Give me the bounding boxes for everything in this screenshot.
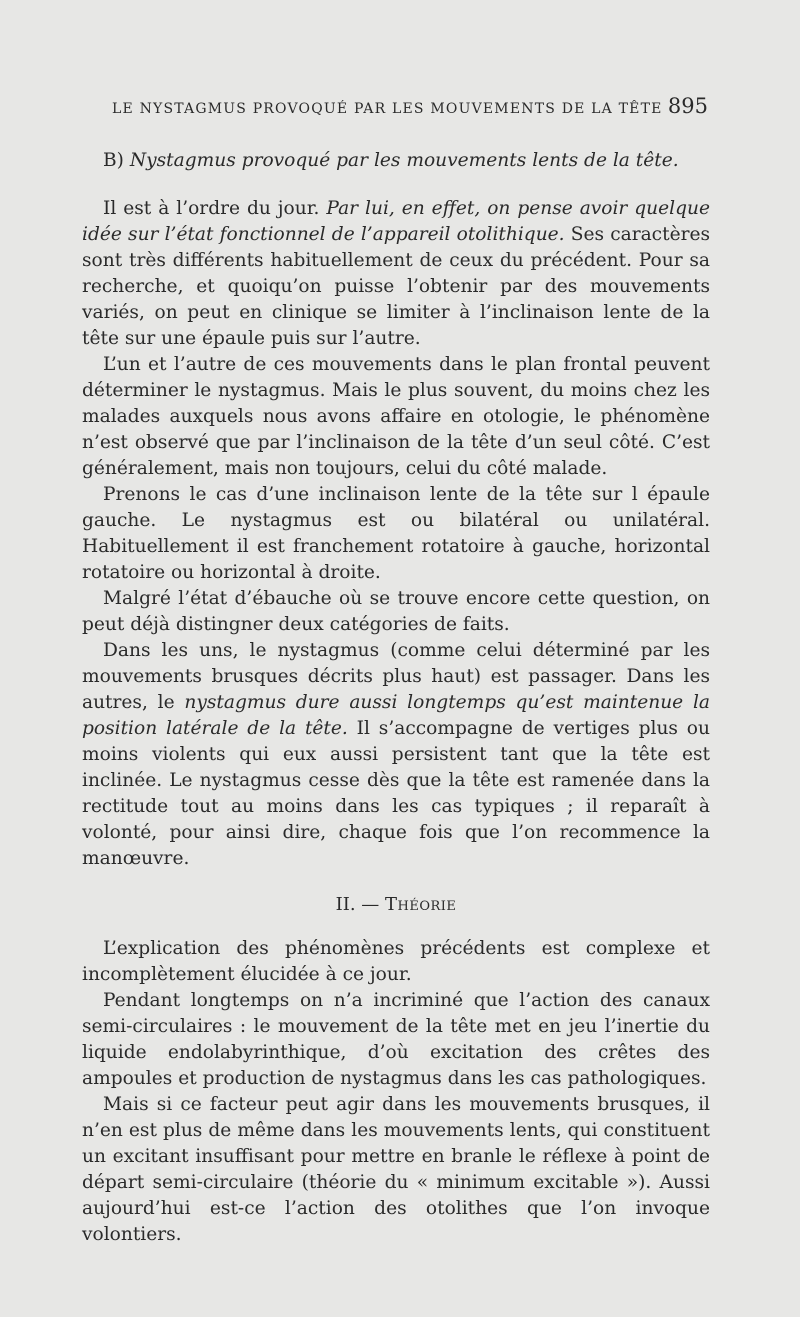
body-text <box>82 148 710 1248</box>
paragraph-1 <box>82 196 710 352</box>
paragraph-2: L’un et l’autre de ces mouvements dans le plan frontal peuvent déterminer le nystagmus. Mais le plus souvent, du moins chez les malades auxquels nous avons affaire en otologie, le phénomène n’est observé que par l’inclinaison de la tête d’un seul côté. C’est généralement, mais non toujours, celui du côté malade. <box>82 354 710 479</box>
page-number: 895 <box>667 94 708 118</box>
section-title: Théorie <box>384 894 457 915</box>
paragraph-7: Pendant longtemps on n’a incriminé que l’action des canaux semi-circulaires : le mouvement de la tête met en jeu l’inertie du liquide endolabyrinthique, d’où excitation des crêtes des ampoules et production de nystagmus dans les cas pathologiques. <box>82 990 710 1089</box>
subsection-title: Nystagmus provoqué par les mouvements lents de la tête. <box>129 150 679 171</box>
paragraph-5-text-b: Il s’accompagne de vertiges plus ou moins violents qui eux aussi persistent tant que la tête est inclinée. Le nystagmus cesse dès que la tête est ramenée dans la rectitude tout au moins dans les cas typiques ; il reparaît à volonté, pour ainsi dire, chaque fois que l’on recommence la manœuvre. <box>82 718 710 869</box>
paragraph-1-text-b: Ses caractères sont très différents habituellement de ceux du précédent. Pour sa recherche, et quoiqu’on puisse l’obtenir par des mouvements variés, on peut en clinique se limiter à l’inclinaison lente de la tête sur une épaule puis sur l’autre. <box>82 224 711 349</box>
paragraph-1-emphasis: Par lui, en effet, on pense avoir quelque idée sur l’état fonctionnel de l’appareil otolithique. <box>82 198 710 245</box>
paragraph-5-text-a: Dans les uns, le nystagmus (comme celui déterminé par les mouvements brusques décrits plus haut) est passager. Dans les autres, le <box>82 640 710 713</box>
paragraph-4: Malgré l’état d’ébauche où se trouve encore cette question, on peut déjà distingner deux catégories de faits. <box>82 588 710 635</box>
section-heading <box>82 892 710 918</box>
paragraph-5-emphasis: nystagmus dure aussi longtemps qu’est maintenue la position latérale de la tête. <box>82 692 710 739</box>
subsection-label: B) <box>103 150 124 171</box>
paragraph-5 <box>82 638 710 872</box>
paragraph-3: Prenons le cas d’une inclinaison lente de la tête sur l épaule gauche. Le nystagmus est ou bilatéral ou unilatéral. Habituellement il est franchement rotatoire à gauche, horizontal rotatoire ou horizontal à droite. <box>82 484 710 583</box>
subsection-heading <box>82 148 710 174</box>
paragraph-1-text-a: Il est à l’ordre du jour. <box>103 198 327 219</box>
running-head-title: LE NYSTAGMUS PROVOQUÉ PAR LES MOUVEMENTS DE LA TÊTE <box>112 101 663 117</box>
section-number: II. — <box>335 894 385 915</box>
paragraph-8: Mais si ce facteur peut agir dans les mouvements brusques, il n’en est plus de même dans les mouvements lents, qui constituent un excitant insuffisant pour mettre en branle le réflexe à point de départ semi-circulaire (théorie du « minimum excitable »). Aussi aujourd’hui est-ce l’action des otolithes que l’on invoque volontiers. <box>82 1094 710 1245</box>
paragraph-6: L’explication des phénomènes précédents est complexe et incomplètement élucidée à ce jour. <box>82 938 710 985</box>
running-head <box>112 94 708 118</box>
